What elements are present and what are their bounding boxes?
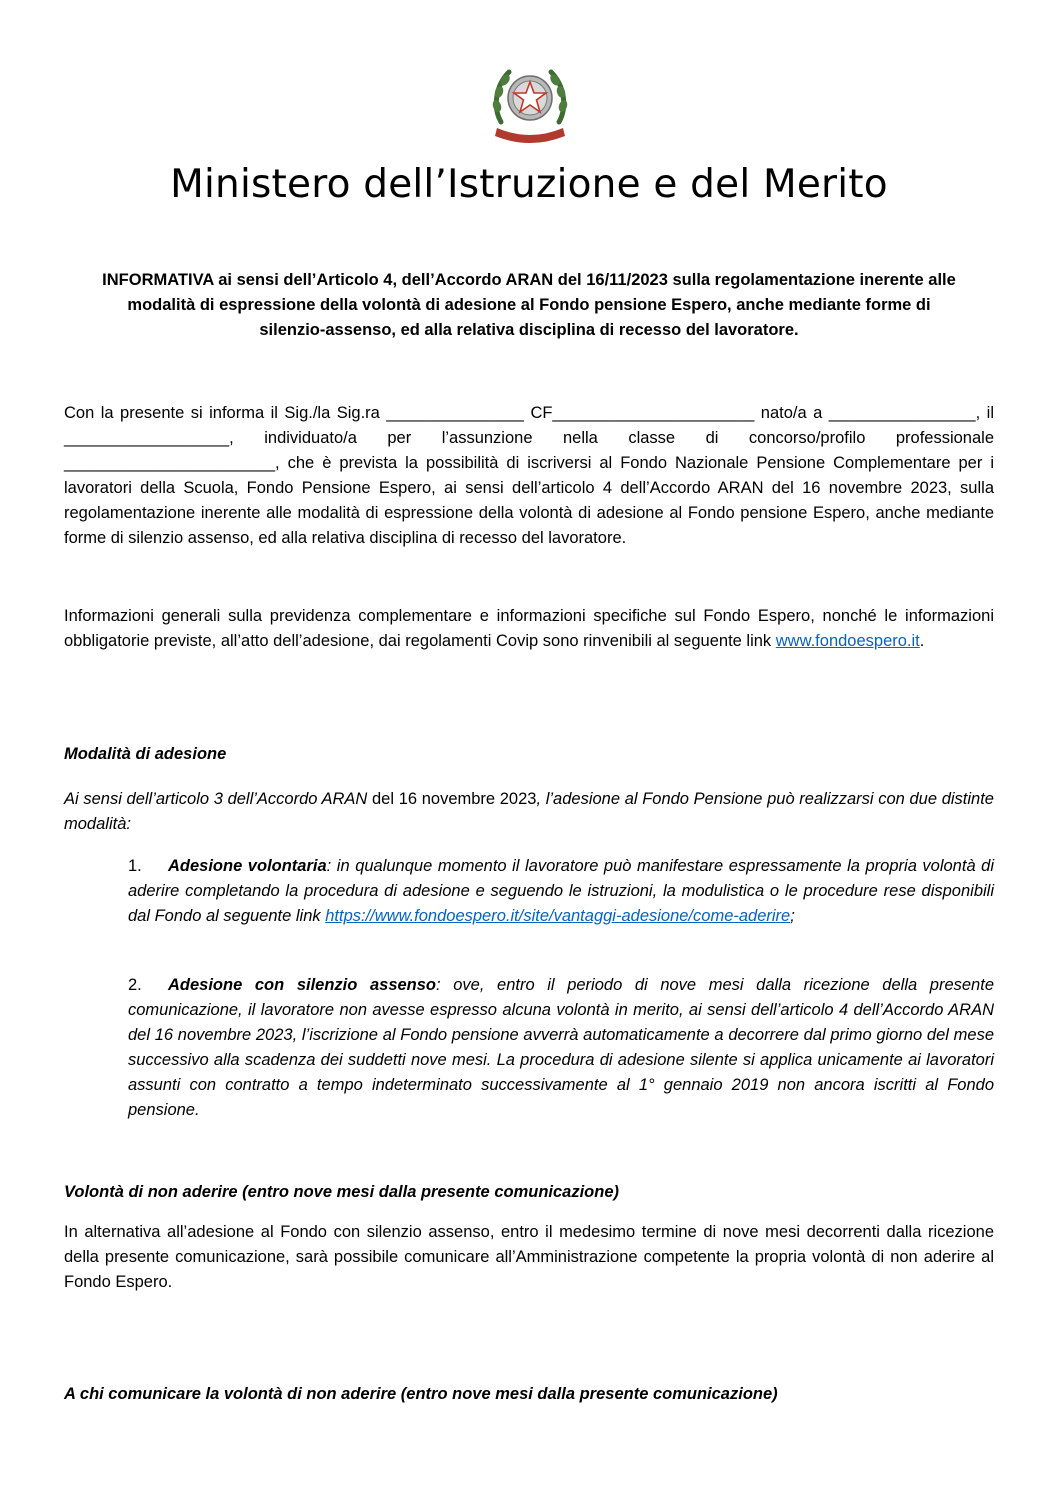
- list-item-heading: Adesione con silenzio assenso: [168, 976, 437, 994]
- list-item-text: : ove, entro il periodo di nove mesi dalla ricezione della presente comunicazione, il lavoratore non avesse espresso alcuna volontà in merito, ai sensi dell’articolo 4 dell’Accordo ARAN del 16 novembre 2023, l’iscrizione al Fondo pensione avverrà automaticamente a decorrere dal primo giorno del mese successivo alla scadenza dei suddetti nove mesi. La procedura di adesione silente si applica unicamente ai lavoratori assunti con contratto a tempo indeterminato successivamente al 1° gennaio 2019 non ancora iscritti al Fondo pensione.: [128, 976, 994, 1119]
- list-item-heading: Adesione volontaria: [168, 857, 327, 875]
- list-item-text: : in qualunque momento il lavoratore può manifestare espressamente la propria volontà di aderire completando la procedura di adesione e seguendo le istruzioni, la modulistica o le procedure rese disponibili dal Fondo al seguente link: [128, 857, 995, 925]
- list-item-number: 2.: [128, 976, 142, 994]
- section-title-modalita: Modalità di adesione: [64, 745, 227, 763]
- modalita-intro-a: Ai sensi dell’articolo 3 dell’Accordo ARAN: [64, 790, 368, 808]
- modalita-intro-c: , l’adesione al Fondo Pensione può realizzarsi con due distinte modalità:: [64, 790, 994, 833]
- list-item-end: ;: [790, 907, 795, 925]
- section-title-non-aderire: Volontà di non aderire (entro nove mesi dalla presente comunicazione): [64, 1183, 620, 1201]
- modalita-intro: [64, 787, 994, 837]
- list-item-number: 1.: [128, 857, 142, 875]
- repubblica-italiana-emblem-icon: [487, 62, 573, 146]
- section-title-comunicare: A chi comunicare la volontà di non aderire (entro nove mesi dalla presente comunicazione): [64, 1385, 778, 1403]
- fondoespero-link[interactable]: www.fondoespero.it: [775, 632, 920, 650]
- info-paragraph-end: .: [919, 632, 925, 650]
- ministry-title: Ministero dell’Istruzione e del Merito: [170, 162, 888, 207]
- come-aderire-link[interactable]: https://www.fondoespero.it/site/vantaggi-adesione/come-aderire: [325, 907, 791, 925]
- modalita-intro-b: del 16 novembre 2023: [367, 790, 537, 808]
- info-paragraph: [64, 604, 994, 654]
- list-item-adesione-volontaria: [128, 854, 994, 929]
- list-item-silenzio-assenso: [128, 973, 994, 1123]
- non-aderire-paragraph: In alternativa all’adesione al Fondo con silenzio assenso, entro il medesimo termine di nove mesi decorrenti dalla ricezione della presente comunicazione, sarà possibile comunicare all’Amministrazione competente la propria volontà di non aderire al Fondo Espero.: [64, 1223, 994, 1291]
- info-paragraph-text: Informazioni generali sulla previdenza complementare e informazioni specifiche sul Fondo Espero, nonché le informazioni obbligatorie previste, all’atto dell’adesione, dai regolamenti Covip sono rinvenibili al seguente link: [64, 607, 994, 650]
- informativa-title: INFORMATIVA ai sensi dell’Articolo 4, dell’Accordo ARAN del 16/11/2023 sulla regolamentazione inerente alle modalità di espressione della volontà di adesione al Fondo pensione Espero, anche mediante forme di silenzio-assenso, ed alla relativa disciplina di recesso del lavoratore.: [102, 271, 956, 339]
- intro-paragraph: Con la presente si informa il Sig./la Sig.ra _______________ CF______________________ nato/a a ________________, il __________________, individuato/a per l’assunzione nella classe di concorso/profilo professionale _______________________, che è prevista la possibilità di iscriversi al Fondo Nazionale Pensione Complementare per i lavoratori della Scuola, Fondo Pensione Espero, ai sensi dell’articolo 4 dell’Accordo ARAN del 16 novembre 2023, sulla regolamentazione inerente alle modalità di espressione della volontà di adesione al Fondo pensione Espero, anche mediante forme di silenzio assenso, ed alla relativa disciplina di recesso del lavoratore.: [64, 404, 994, 547]
